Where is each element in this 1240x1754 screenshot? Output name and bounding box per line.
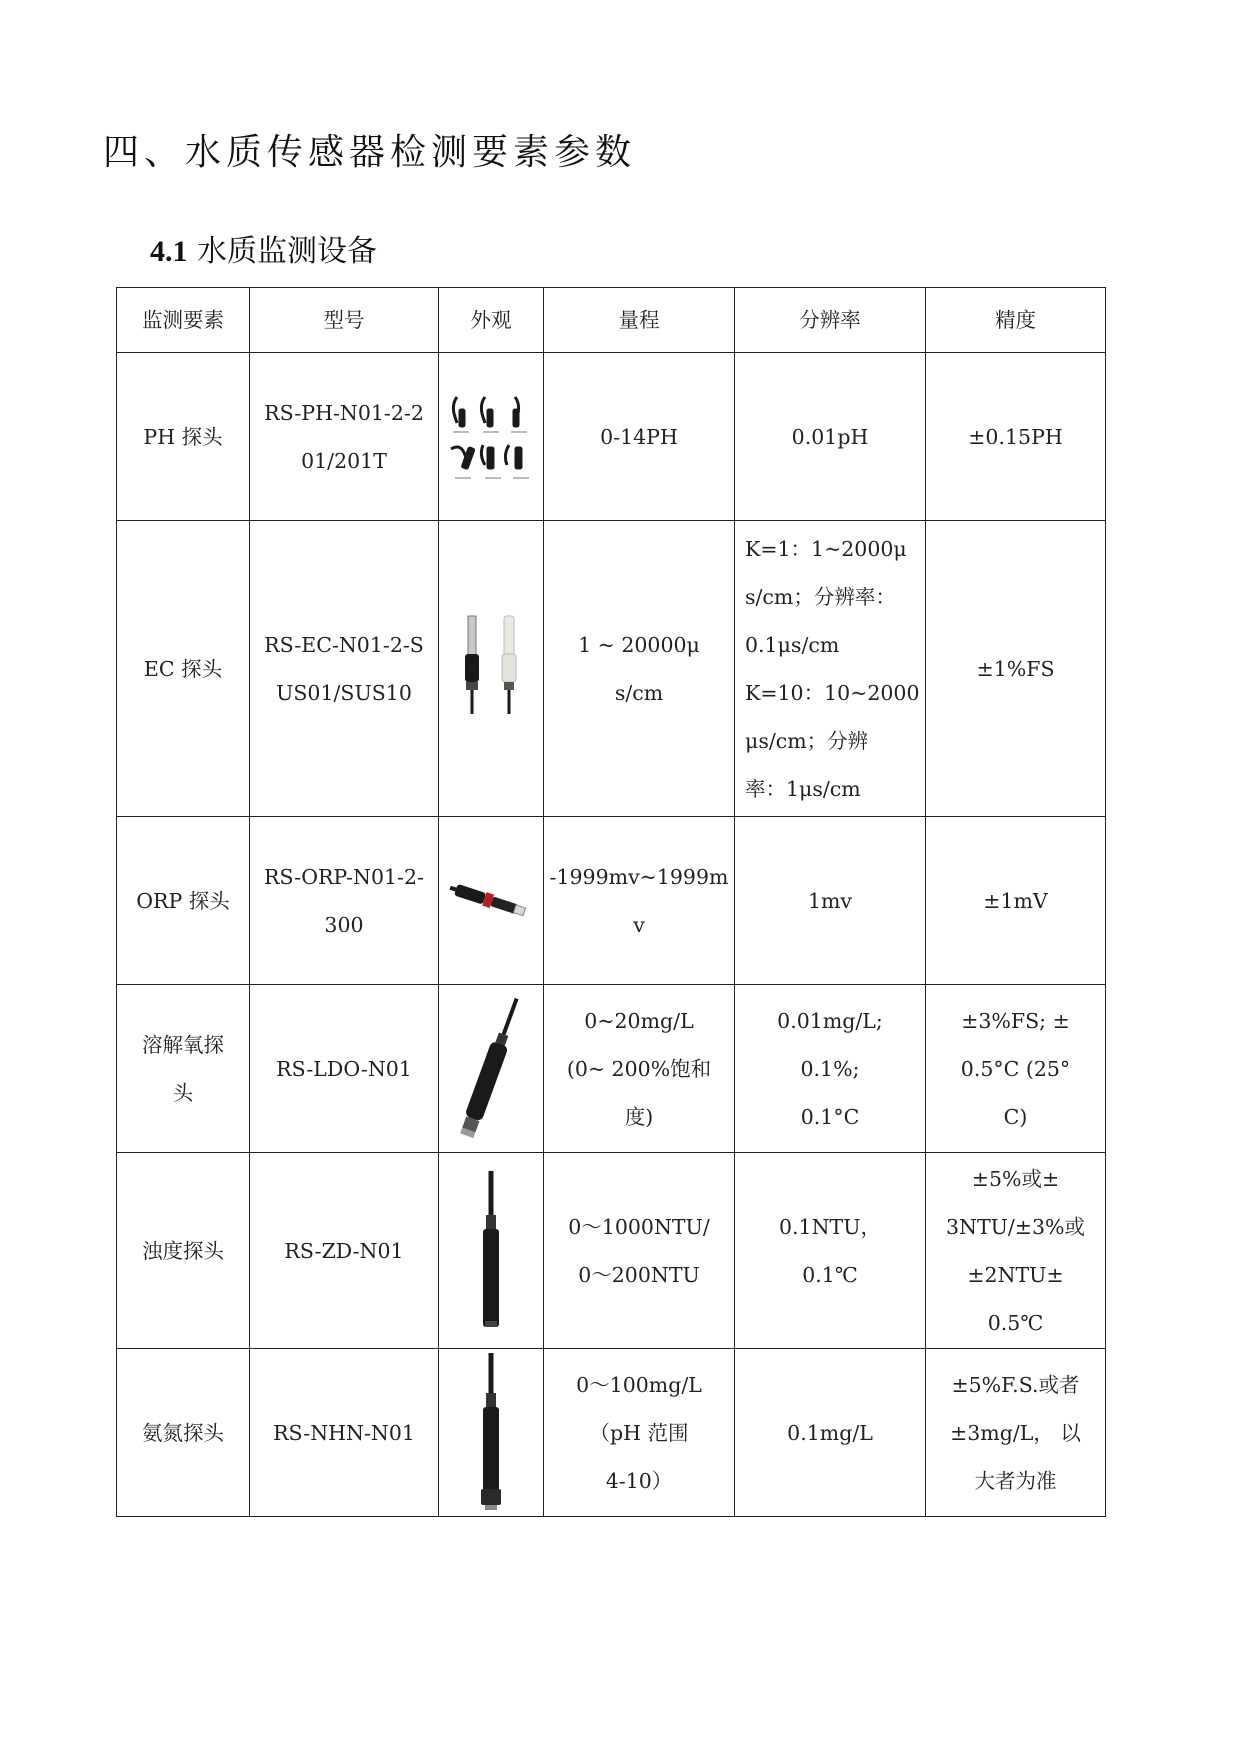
- table-row: [117, 1153, 1106, 1349]
- turbidity-probe-image: [461, 1171, 521, 1331]
- table-row: [117, 353, 1106, 521]
- table-row: [117, 985, 1106, 1153]
- cell-appearance: [439, 521, 544, 817]
- ph-probe-image: [443, 387, 539, 487]
- table-row: [117, 817, 1106, 985]
- header-appearance: 外观: [439, 288, 544, 353]
- cell-accuracy: ±5%或± 3NTU/±3%或 ±2NTU± 0.5℃: [926, 1153, 1106, 1349]
- cell-appearance: [439, 1153, 544, 1349]
- do-probe-image: [446, 994, 536, 1144]
- table-header-row: [117, 288, 1106, 353]
- cell-resolution: K=1：1~2000μ s/cm；分辨率： 0.1μs/cm K=10：10~2000 μs/cm；分辨 率：1μs/cm: [735, 521, 926, 817]
- section-title: 水质监测设备: [197, 234, 378, 269]
- cell-element: 溶解氧探 头: [117, 985, 250, 1153]
- section-number: 4.1: [150, 235, 188, 268]
- cell-model: RS-EC-N01-2-S US01/SUS10: [250, 521, 439, 817]
- header-element: 监测要素: [117, 288, 250, 353]
- cell-element: EC 探头: [117, 521, 250, 817]
- section-heading: [150, 226, 377, 270]
- spec-table: [116, 287, 1106, 1517]
- cell-accuracy: ±5%F.S.或者 ±3mg/L， 以 大者为准: [926, 1349, 1106, 1517]
- ammonia-probe-image: [461, 1353, 521, 1513]
- cell-resolution: 0.01pH: [735, 353, 926, 521]
- cell-model: RS-LDO-N01: [250, 985, 439, 1153]
- page-heading: 四、水质传感器检测要素参数: [103, 132, 637, 173]
- cell-element: ORP 探头: [117, 817, 250, 985]
- cell-model: RS-ZD-N01: [250, 1153, 439, 1349]
- cell-element: 浊度探头: [117, 1153, 250, 1349]
- cell-model: RS-PH-N01-2-2 01/201T: [250, 353, 439, 521]
- cell-model: RS-ORP-N01-2- 300: [250, 817, 439, 985]
- cell-resolution: 1mv: [735, 817, 926, 985]
- cell-appearance: [439, 1349, 544, 1517]
- cell-appearance: [439, 353, 544, 521]
- header-accuracy: 精度: [926, 288, 1106, 353]
- table-row: [117, 521, 1106, 817]
- table-row: [117, 1349, 1106, 1517]
- cell-appearance: [439, 817, 544, 985]
- cell-range: 1 ~ 20000μ s/cm: [544, 521, 735, 817]
- cell-accuracy: ±0.15PH: [926, 353, 1106, 521]
- cell-appearance: [439, 985, 544, 1153]
- cell-resolution: 0.1mg/L: [735, 1349, 926, 1517]
- cell-model: RS-NHN-N01: [250, 1349, 439, 1517]
- header-model: 型号: [250, 288, 439, 353]
- cell-range: -1999mv~1999m v: [544, 817, 735, 985]
- cell-resolution: 0.01mg/L; 0.1%; 0.1°C: [735, 985, 926, 1153]
- header-resolution: 分辨率: [735, 288, 926, 353]
- cell-range: 0～1000NTU/ 0～200NTU: [544, 1153, 735, 1349]
- cell-element: 氨氮探头: [117, 1349, 250, 1517]
- ec-probe-image: [446, 614, 536, 724]
- cell-element: PH 探头: [117, 353, 250, 521]
- header-range: 量程: [544, 288, 735, 353]
- cell-accuracy: ±1mV: [926, 817, 1106, 985]
- orp-probe-image: [446, 871, 536, 931]
- cell-range: 0～100mg/L （pH 范围 4-10）: [544, 1349, 735, 1517]
- cell-range: 0-14PH: [544, 353, 735, 521]
- cell-resolution: 0.1NTU， 0.1℃: [735, 1153, 926, 1349]
- cell-accuracy: ±3%FS; ± 0.5°C (25° C): [926, 985, 1106, 1153]
- cell-accuracy: ±1%FS: [926, 521, 1106, 817]
- cell-range: 0~20mg/L (0~ 200%饱和 度): [544, 985, 735, 1153]
